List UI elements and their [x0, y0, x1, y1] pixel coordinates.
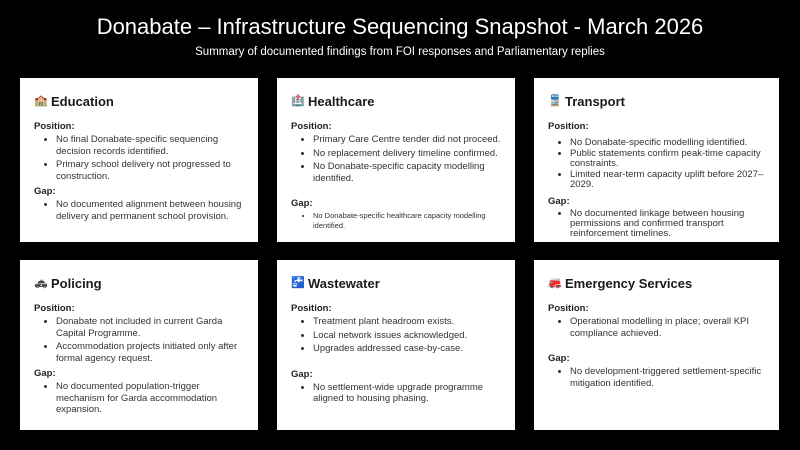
list-item: • No documented population-trigger mechanism for Garda accommodation expansion.	[56, 381, 246, 416]
list-item: • No Donabate-specific capacity modelling identified.	[313, 161, 503, 184]
list-item: • Accommodation projects initiated only after formal agency request.	[56, 341, 246, 364]
list-item: • No final Donabate-specific sequencing decision records identified.	[56, 134, 246, 157]
list-item: • No replacement delivery timeline confirmed.	[313, 148, 503, 160]
card-healthcare	[277, 78, 515, 242]
card-title: Education	[51, 94, 114, 109]
gap-list	[291, 382, 503, 405]
card-title: Policing	[51, 276, 102, 291]
position-label: Position:	[291, 121, 332, 132]
position-label: Position:	[34, 121, 75, 132]
fire-engine-icon: 🚒	[548, 277, 562, 289]
list-item: • No development-triggered settlement-specific mitigation identified.	[570, 366, 767, 389]
card-title: Wastewater	[308, 276, 380, 291]
list-item: • No Donabate-specific modelling identified.	[570, 138, 767, 148]
train-icon: 🚆	[548, 95, 562, 107]
list-item: • No documented alignment between housing delivery and permanent school provision.	[56, 199, 246, 222]
list-item: • Treatment plant headroom exists.	[313, 316, 503, 328]
position-list	[34, 316, 246, 364]
position-label: Position:	[291, 303, 332, 314]
gap-list	[548, 209, 767, 239]
list-item: • Operational modelling in place; overall KPI compliance achieved.	[570, 316, 767, 339]
card-policing	[20, 260, 258, 430]
card-transport	[534, 78, 779, 242]
list-item: • No settlement-wide upgrade programme aligned to housing phasing.	[313, 382, 503, 405]
card-wastewater	[277, 260, 515, 430]
card-title: Emergency Services	[565, 276, 693, 291]
gap-list	[34, 199, 246, 222]
gap-label: Gap:	[291, 368, 313, 380]
card-title: Transport	[565, 94, 625, 109]
list-item: • Upgrades addressed case-by-case.	[313, 343, 503, 355]
page-title: Donabate – Infrastructure Sequencing Snapshot - March 2026	[96, 14, 704, 39]
list-item: • Primary Care Centre tender did not proceed.	[313, 134, 503, 146]
gap-list	[548, 366, 767, 389]
position-list	[548, 316, 767, 339]
list-item: • Local network issues acknowledged.	[313, 330, 503, 342]
position-list	[548, 138, 767, 190]
school-icon: 🏫	[34, 95, 48, 107]
list-item: • Primary school delivery not progressed to construction.	[56, 159, 246, 182]
position-list	[291, 316, 503, 355]
list-item: • Public statements confirm peak-time capacity constraints.	[570, 149, 767, 169]
card-emergency-services	[534, 260, 779, 430]
list-item: • No documented linkage between housing permissions and confirmed transport reinforcement timelines.	[570, 209, 767, 239]
gap-label: Gap:	[548, 353, 570, 364]
gap-label: Gap:	[34, 368, 56, 379]
gap-label: Gap:	[291, 198, 313, 209]
gap-list	[291, 211, 503, 231]
hospital-icon: 🏥	[291, 95, 305, 107]
gap-label: Gap:	[34, 186, 56, 197]
gap-list	[34, 381, 246, 416]
position-label: Position:	[548, 303, 589, 314]
list-item: • No Donabate-specific healthcare capacity modelling identified.	[313, 211, 503, 231]
list-item: • Donabate not included in current Garda Capital Programme.	[56, 316, 246, 339]
position-list	[291, 134, 503, 184]
card-title: Healthcare	[308, 94, 375, 109]
card-education	[20, 78, 258, 242]
gap-label: Gap:	[548, 196, 570, 207]
water-drop-icon: 🚰	[291, 277, 305, 289]
position-list	[34, 134, 246, 182]
position-label: Position:	[34, 303, 75, 314]
police-car-icon: 🚓	[34, 277, 48, 289]
position-label: Position:	[548, 121, 589, 132]
list-item: • Limited near-term capacity uplift before 2027–2029.	[570, 170, 767, 190]
page-subtitle: Summary of documented findings from FOI responses and Parliamentary replies	[195, 46, 605, 58]
